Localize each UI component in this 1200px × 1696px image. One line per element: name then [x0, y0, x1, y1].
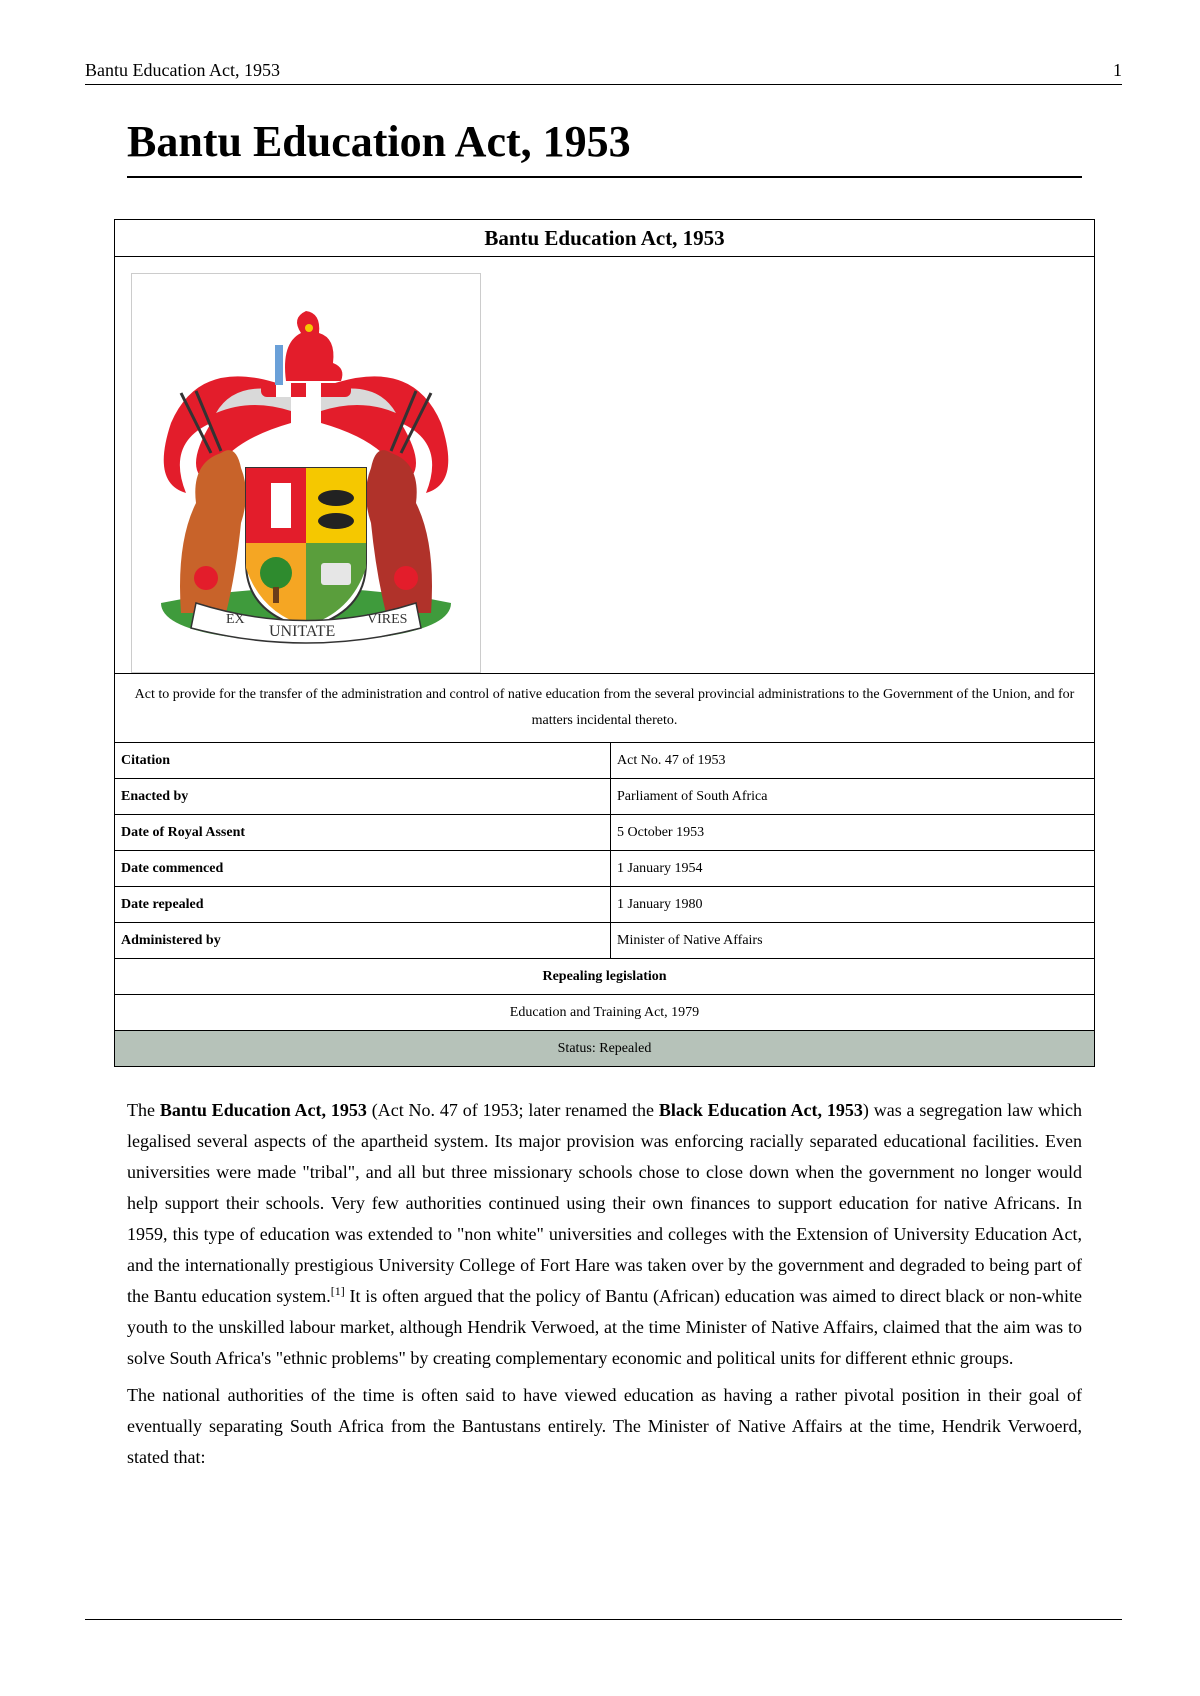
motto-word-1: EX [226, 612, 245, 627]
infobox-label: Date commenced [115, 851, 611, 887]
infobox-heading: Bantu Education Act, 1953 [115, 220, 1095, 257]
page-number: 1 [1113, 60, 1122, 80]
infobox-label: Date repealed [115, 887, 611, 923]
infobox-row-administered-by [115, 923, 1095, 959]
crest-lion [285, 311, 342, 381]
infobox-description: Act to provide for the transfer of the administration and control of native education from the several provincial administrations to the Government of the Union, and for matters incidental thereto. [115, 674, 1095, 743]
footer-divider [85, 1619, 1122, 1620]
repealing-legislation-link[interactable]: Education and Training Act, 1979 [115, 995, 1095, 1031]
infobox-row-repealed [115, 887, 1095, 923]
paragraph-1: The Bantu Education Act, 1953 (Act No. 47 of 1953; later renamed the Black Education Act, 1953) was a segregation law which legalised several aspects of the apartheid system. Its major provision was enforcing racially separated educational facilities. Even universities were made "tribal", and all but three missionary schools chose to close down when the government no longer would help support their schools. Very few authorities continued using their own finances to support education for native Africans. In 1959, this type of education was extended to "non white" universities and colleges with the Extension of University Education Act, and the internationally prestigious University College of Fort Hare was taken over by the government and degraded to being part of the Bantu education system.[1] It is often argued that the policy of Bantu (African) education was aimed to direct black or non-white youth to the unskilled labour market, although Hendrik Verwoed, at the time Minister of Native Affairs, claimed that the aim was to solve South Africa's "ethnic problems" by creating complementary economic and political units for different ethnic groups. [127, 1100, 1082, 1368]
article-body [127, 1095, 1082, 1479]
motto-word-2: UNITATE [269, 623, 336, 640]
bold-term-black-act: Black Education Act, 1953 [658, 1100, 863, 1120]
bold-term-act: Bantu Education Act, 1953 [159, 1100, 367, 1120]
infobox-value[interactable]: Parliament of South Africa [611, 779, 1095, 815]
infobox-value: 1 January 1954 [611, 851, 1095, 887]
protea-left [194, 566, 218, 590]
infobox-label: Citation [115, 743, 611, 779]
infobox-value: 5 October 1953 [611, 815, 1095, 851]
paragraph-2: The national authorities of the time is often said to have viewed education as having a rather pivotal position in their goal of eventually separating South Africa from the Bantustans entirely. The Minister of Native Affairs at the time, Hendrik Verwoerd, stated that: [127, 1385, 1082, 1467]
motto-word-3: VIRES [367, 612, 408, 627]
coat-of-arms-emblem [141, 293, 471, 653]
supporter-gemsbok [366, 450, 432, 613]
repealing-legislation-heading: Repealing legislation [115, 959, 1095, 995]
page-title: Bantu Education Act, 1953 [127, 118, 1082, 178]
status-badge: Status: Repealed [115, 1031, 1095, 1067]
infobox-row-royal-assent [115, 815, 1095, 851]
running-header-title: Bantu Education Act, 1953 [85, 60, 280, 80]
running-header [85, 60, 1122, 85]
infobox-row-enacted-by [115, 779, 1095, 815]
infobox-value[interactable]: Minister of Native Affairs [611, 923, 1095, 959]
infobox-label: Enacted by [115, 779, 611, 815]
crest-staves [275, 345, 283, 385]
infobox [114, 219, 1095, 1067]
reference-link[interactable]: [1] [330, 1284, 345, 1298]
infobox-value[interactable]: Act No. 47 of 1953 [611, 743, 1095, 779]
infobox-image-cell [115, 257, 1095, 674]
trek-wagon [321, 563, 351, 585]
supporter-springbok [180, 450, 246, 613]
orange-tree [260, 557, 292, 589]
protea-right [394, 566, 418, 590]
infobox-label: Date of Royal Assent [115, 815, 611, 851]
infobox-label: Administered by [115, 923, 611, 959]
infobox-row-citation [115, 743, 1095, 779]
infobox-row-commenced [115, 851, 1095, 887]
infobox-value: 1 January 1980 [611, 887, 1095, 923]
coat-of-arms-image[interactable] [131, 273, 481, 673]
